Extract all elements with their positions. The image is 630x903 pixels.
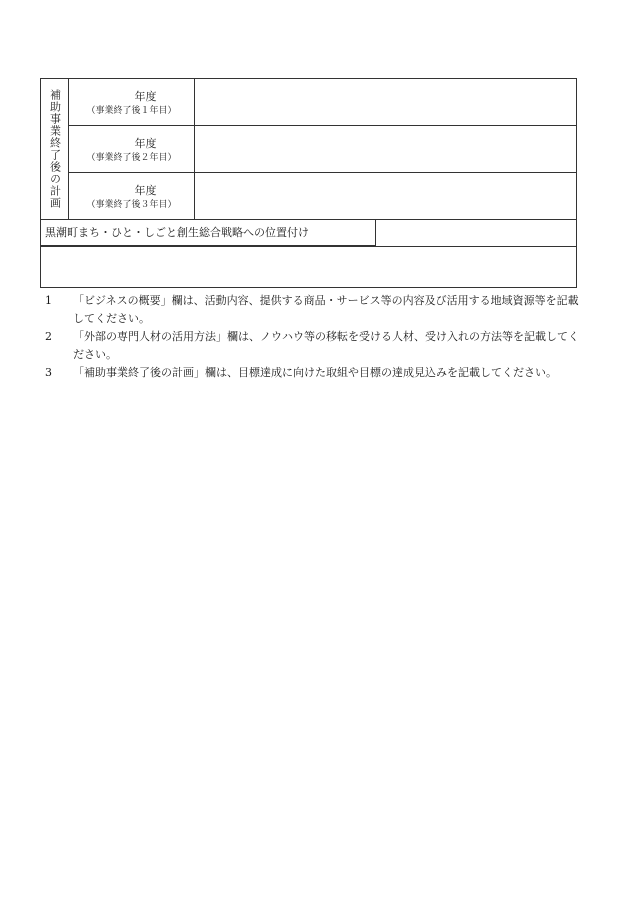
year2-sublabel: （事業終了後２年目） xyxy=(86,152,177,163)
note-number: 1 xyxy=(45,294,52,307)
year3-label: 年度 xyxy=(134,183,157,197)
year2-label-cell xyxy=(69,126,195,173)
year2-value-field[interactable] xyxy=(195,126,577,173)
plan-side-label-cell xyxy=(41,79,69,220)
note-text: 「補助事業終了後の計画」欄は、目標達成に向けた取組や目標の達成見込みを記載してください。 xyxy=(73,366,557,379)
note-number: 2 xyxy=(45,330,52,343)
year3-label-cell xyxy=(69,173,195,220)
note-item xyxy=(45,328,580,364)
positioning-label-row xyxy=(41,220,577,247)
note-item xyxy=(45,364,580,382)
positioning-value-field[interactable] xyxy=(41,247,577,288)
note-text: 「ビジネスの概要」欄は、活動内容、提供する商品・サービス等の内容及び活用する地域資源等を記載してください。 xyxy=(73,294,579,325)
plan-row-year1 xyxy=(41,79,577,126)
plan-row-year3 xyxy=(41,173,577,220)
positioning-label: 黒潮町まち・ひと・しごと創生総合戦略への位置付け xyxy=(41,220,376,246)
year1-sublabel: （事業終了後１年目） xyxy=(86,105,177,116)
note-text: 「外部の専門人材の活用方法」欄は、ノウハウ等の移転を受ける人材、受け入れの方法等を記載してください。 xyxy=(73,330,579,361)
plan-side-label: 補助事業終了後の計画 xyxy=(48,89,62,209)
positioning-value-row xyxy=(41,247,577,288)
positioning-label-cell xyxy=(41,220,577,247)
year1-label-cell xyxy=(69,79,195,126)
year1-label: 年度 xyxy=(134,89,157,103)
post-project-plan-table xyxy=(40,78,577,288)
instruction-notes xyxy=(45,292,580,382)
year1-value-field[interactable] xyxy=(195,79,577,126)
year3-value-field[interactable] xyxy=(195,173,577,220)
year3-sublabel: （事業終了後３年目） xyxy=(86,199,177,210)
plan-row-year2 xyxy=(41,126,577,173)
note-number: 3 xyxy=(45,366,52,379)
year2-label: 年度 xyxy=(134,136,157,150)
note-item xyxy=(45,292,580,328)
